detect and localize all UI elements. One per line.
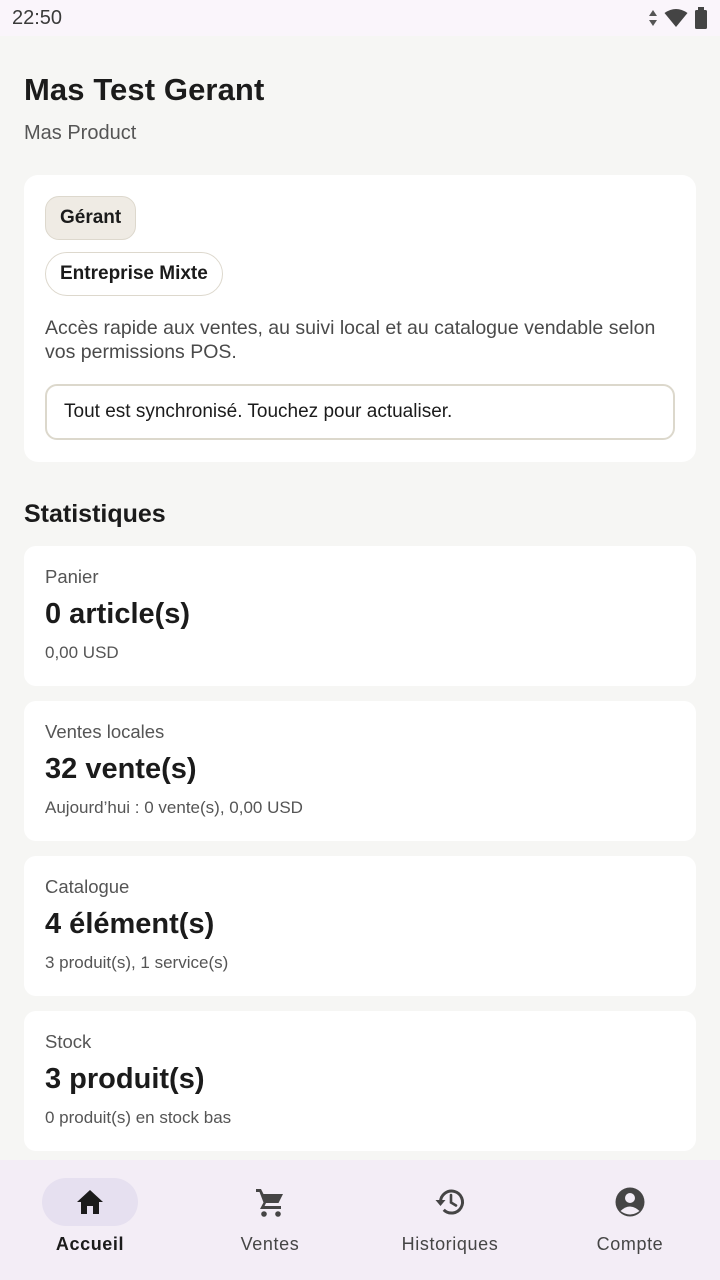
- nav-label: Accueil: [55, 1234, 125, 1254]
- data-arrows-icon: [648, 9, 658, 27]
- stat-value: 4 élément(s): [45, 908, 215, 940]
- history-icon: [434, 1186, 466, 1218]
- nav-label: Historiques: [401, 1234, 499, 1254]
- stat-card-stock[interactable]: [24, 1011, 696, 1151]
- stat-value: 3 produit(s): [45, 1063, 205, 1095]
- nav-icon-wrap: [402, 1178, 498, 1226]
- stat-value: 0 article(s): [45, 598, 191, 630]
- sync-status-button[interactable]: [45, 384, 675, 440]
- nav-item-historiques[interactable]: [360, 1160, 540, 1280]
- wifi-icon: [664, 8, 688, 28]
- stat-card-ventes-locales[interactable]: [24, 701, 696, 841]
- stat-value: 32 vente(s): [45, 753, 197, 785]
- battery-icon: [694, 7, 708, 29]
- nav-item-accueil[interactable]: [0, 1160, 180, 1280]
- stat-label: Panier: [45, 566, 99, 587]
- page-title: Mas Test Gerant: [24, 72, 265, 107]
- stat-detail: 0 produit(s) en stock bas: [45, 1108, 232, 1127]
- stat-label: Catalogue: [45, 876, 130, 897]
- nav-label: Compte: [596, 1234, 664, 1254]
- page-subtitle: Mas Product: [24, 122, 137, 144]
- nav-active-indicator: [42, 1178, 138, 1226]
- nav-icon-wrap: [582, 1178, 678, 1226]
- home-icon: [76, 1189, 104, 1215]
- company-chip: Entreprise Mixte: [45, 252, 223, 296]
- cart-icon: [254, 1186, 286, 1218]
- stat-card-panier[interactable]: [24, 546, 696, 686]
- profile-card: [24, 175, 696, 462]
- status-time: 22:50: [12, 6, 63, 29]
- stat-detail: 0,00 USD: [45, 643, 119, 662]
- page-header: [24, 72, 696, 145]
- profile-description: Accès rapide aux ventes, au suivi local et au catalogue vendable selon vos permissions POS.: [45, 317, 656, 363]
- sync-status-text: Tout est synchronisé. Touchez pour actualiser.: [64, 401, 453, 422]
- stat-label: Ventes locales: [45, 721, 165, 742]
- account-icon: [614, 1186, 646, 1218]
- nav-item-compte[interactable]: [540, 1160, 720, 1280]
- status-bar: [0, 0, 720, 36]
- bottom-navigation: [0, 1160, 720, 1280]
- stats-section-title: Statistiques: [24, 500, 166, 528]
- nav-icon-wrap: [222, 1178, 318, 1226]
- nav-label: Ventes: [240, 1234, 300, 1254]
- status-icons: [648, 7, 708, 29]
- role-chip: Gérant: [45, 196, 136, 240]
- stat-card-catalogue[interactable]: [24, 856, 696, 996]
- stat-detail: Aujourd’hui : 0 vente(s), 0,00 USD: [45, 798, 303, 817]
- stat-label: Stock: [45, 1031, 92, 1052]
- nav-item-ventes[interactable]: [180, 1160, 360, 1280]
- stat-detail: 3 produit(s), 1 service(s): [45, 953, 229, 972]
